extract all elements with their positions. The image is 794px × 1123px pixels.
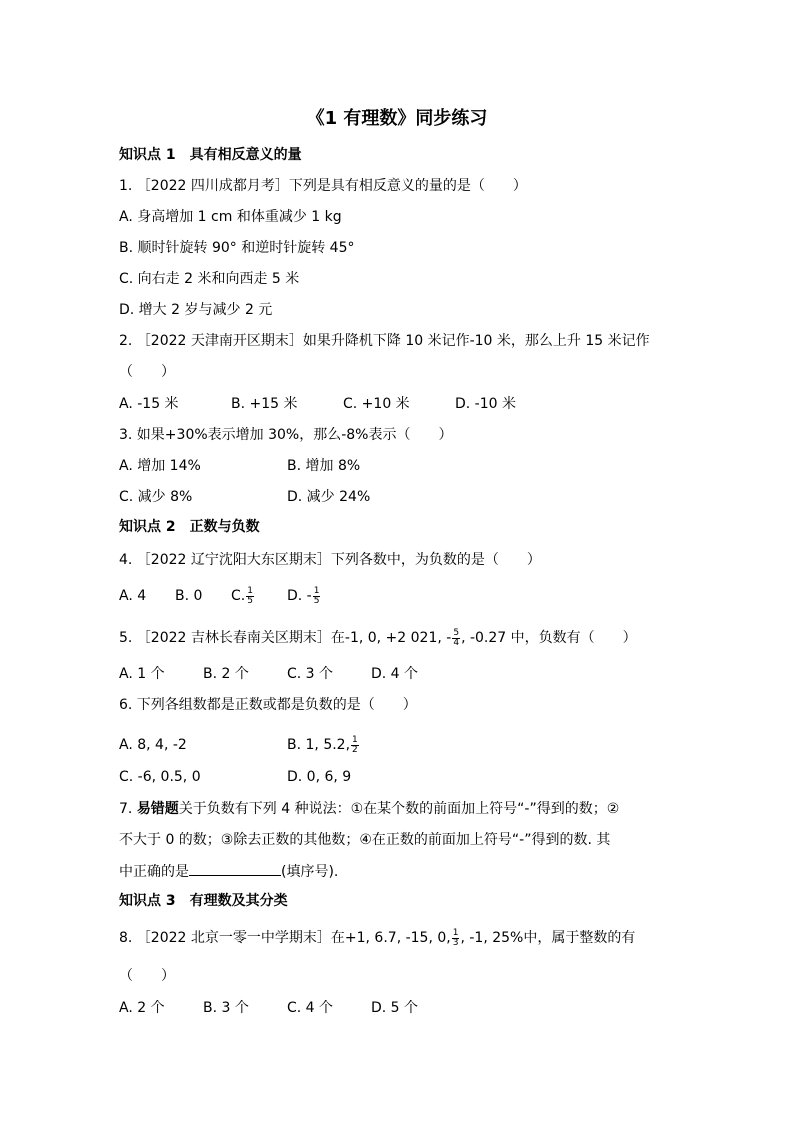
question-1-option-c: C. 向右走 2 米和向西走 5 米 bbox=[119, 271, 300, 287]
question-3-option-c: C. 减少 8% bbox=[119, 489, 193, 505]
page-title: 《1 有理数》同步练习 bbox=[306, 108, 488, 129]
fraction: $\frac{1}{2}$ bbox=[352, 734, 358, 755]
question-8-option-d: D. 5 个 bbox=[371, 1000, 419, 1016]
section-heading-3: 知识点 3 有理数及其分类 bbox=[119, 893, 288, 909]
question-3-option-d: D. 减少 24% bbox=[287, 489, 371, 505]
question-7-line-1: 7. 易错题关于负数有下列 4 种说法：①在某个数的前面加上符号“-”得到的数；② bbox=[119, 801, 620, 817]
question-5-option-c: C. 3 个 bbox=[287, 666, 334, 682]
question-8-stem: 8. ［2022 北京一零一中学期末］在+1, 6.7, -15, 0, $\frac{1}{3}$ , -1, 25%中，属于整数的有 bbox=[119, 927, 636, 948]
question-1-option-b: B. 顺时针旋转 90° 和逆时针旋转 45° bbox=[119, 240, 355, 256]
question-3-option-a: A. 增加 14% bbox=[119, 458, 201, 474]
fraction: $\frac{1}{3}$ bbox=[452, 927, 459, 948]
question-5-stem: 5. ［2022 吉林长春南关区期末］在-1, 0, +2 021, - $\frac{5}{4}$ , -0.27 中，负数有（ ） bbox=[119, 627, 637, 648]
question-1-option-a: A. 身高增加 1 cm 和体重减少 1 kg bbox=[119, 209, 342, 225]
question-1-option-d: D. 增大 2 岁与减少 2 元 bbox=[119, 302, 273, 318]
question-8-option-a: A. 2 个 bbox=[119, 1000, 165, 1016]
question-3-stem: 3. 如果+30%表示增加 30%，那么-8%表示（ ） bbox=[119, 427, 453, 443]
question-8-option-c: C. 4 个 bbox=[287, 1000, 334, 1016]
question-5-option-a: A. 1 个 bbox=[119, 666, 165, 682]
fraction: $\frac{1}{5}$ bbox=[313, 585, 320, 606]
error-prone-tag: 易错题 bbox=[136, 801, 179, 817]
question-4-option-c: C. $\frac{1}{5}$ bbox=[231, 585, 253, 606]
question-4-stem: 4. ［2022 辽宁沈阳大东区期末］下列各数中，为负数的是（ ） bbox=[119, 552, 541, 568]
question-3-option-b: B. 增加 8% bbox=[287, 458, 361, 474]
fraction: $\frac{5}{4}$ bbox=[453, 627, 460, 648]
question-6-option-d: D. 0, 6, 9 bbox=[287, 769, 352, 785]
question-7-line-3: 中正确的是 (填序号). bbox=[119, 861, 338, 882]
question-2-option-d: D. -10 米 bbox=[455, 396, 516, 412]
question-4-option-d: D. - $\frac{1}{5}$ bbox=[287, 585, 320, 606]
question-2-option-c: C. +10 米 bbox=[343, 396, 410, 412]
question-7-line-2: 不大于 0 的数；③除去正数的其他数；④在正数的前面加上符号“-”得到的数. 其 bbox=[119, 832, 611, 848]
question-8-paren: （ ） bbox=[119, 968, 175, 984]
question-6-option-c: C. -6, 0.5, 0 bbox=[119, 769, 201, 785]
question-5-option-b: B. 2 个 bbox=[203, 666, 249, 682]
answer-blank[interactable] bbox=[189, 861, 281, 876]
question-2-option-b: B. +15 米 bbox=[231, 396, 298, 412]
question-1-stem: 1. ［2022 四川成都月考］下列是具有相反意义的量的是（ ） bbox=[119, 178, 527, 194]
question-8-option-b: B. 3 个 bbox=[203, 1000, 249, 1016]
question-2-stem: 2. ［2022 天津南开区期末］如果升降机下降 10 米记作-10 米，那么上升 15 米记作 bbox=[119, 333, 650, 349]
question-6-stem: 6. 下列各组数都是正数或都是负数的是（ ） bbox=[119, 697, 417, 713]
question-6-option-a: A. 8, 4, -2 bbox=[119, 737, 187, 753]
question-2-option-a: A. -15 米 bbox=[119, 396, 179, 412]
question-2-paren: （ ） bbox=[119, 364, 175, 380]
question-4-option-b: B. 0 bbox=[175, 588, 203, 604]
question-5-option-d: D. 4 个 bbox=[371, 666, 419, 682]
fraction: $\frac{1}{5}$ bbox=[247, 585, 253, 606]
question-6-option-b: B. 1, 5.2, $\frac{1}{2}$ bbox=[287, 734, 358, 755]
section-heading-2: 知识点 2 正数与负数 bbox=[119, 519, 260, 535]
section-heading-1: 知识点 1 具有相反意义的量 bbox=[119, 147, 302, 163]
question-4-option-a: A. 4 bbox=[119, 588, 147, 604]
